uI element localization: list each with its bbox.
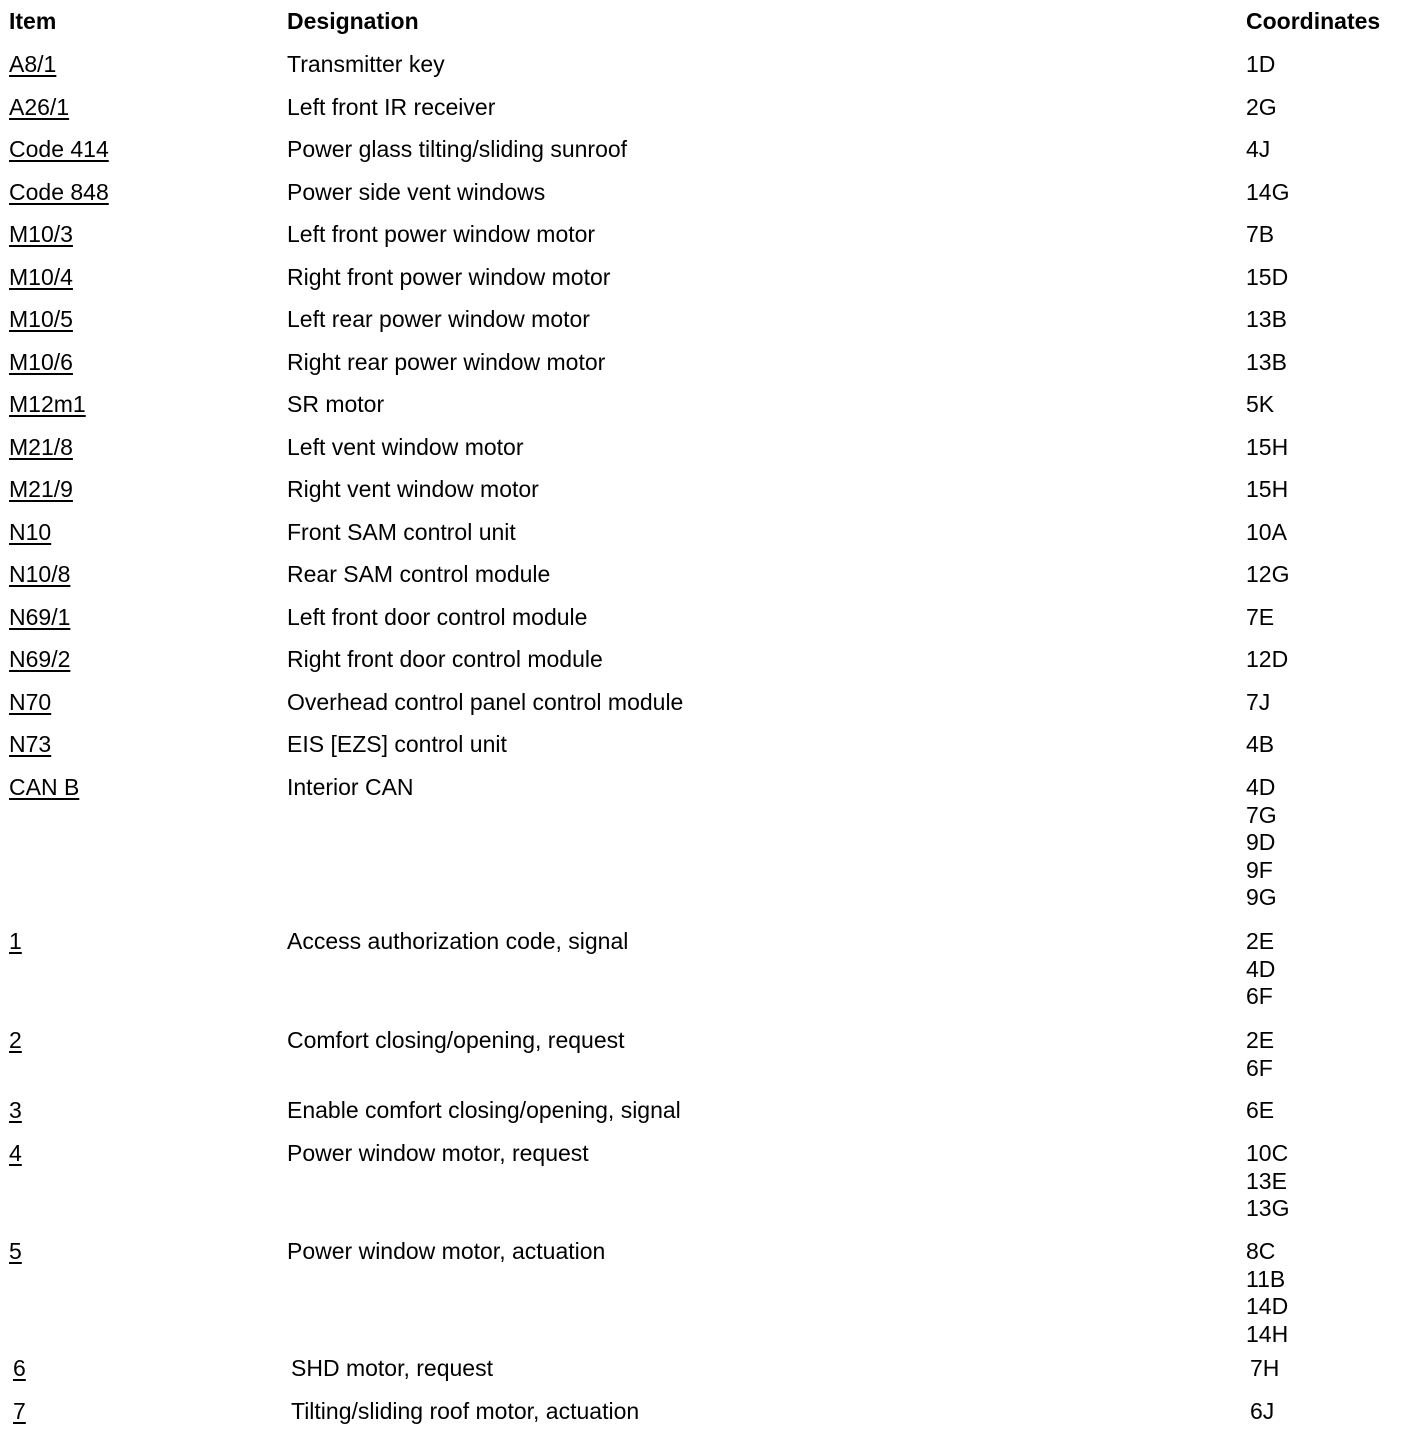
item-link[interactable]: 5 — [9, 1238, 22, 1264]
coordinates-cell — [1246, 434, 1288, 462]
coordinate-value: 4J — [1246, 136, 1271, 162]
coordinate-value: 12G — [1246, 561, 1290, 587]
designation-cell: Right front power window motor — [287, 264, 611, 290]
designation-cell: SHD motor, request — [291, 1355, 493, 1381]
coordinate-value: 14G — [1246, 179, 1290, 205]
designation-cell: Access authorization code, signal — [287, 928, 629, 954]
coordinate-value: 2G — [1246, 94, 1277, 120]
coordinate-value: 9F — [1246, 856, 1273, 883]
coordinate-value: 6F — [1246, 983, 1273, 1009]
coordinate-value: 10C — [1246, 1140, 1289, 1166]
coordinates-cell — [1246, 476, 1288, 504]
coordinates-cell — [1246, 1238, 1288, 1348]
item-link[interactable]: M12m1 — [9, 391, 86, 417]
item-cell — [9, 1140, 22, 1168]
coordinate-value: 6J — [1250, 1398, 1275, 1424]
coordinate-value: 2E — [1246, 928, 1275, 954]
coordinate-value: 15D — [1246, 264, 1289, 290]
coordinates-cell — [1246, 774, 1277, 912]
designation-cell: Power side vent windows — [287, 179, 546, 205]
item-cell — [9, 136, 109, 164]
designation-cell: Comfort closing/opening, request — [287, 1027, 625, 1053]
designation-cell: EIS [EZS] control unit — [287, 731, 507, 757]
designation-cell: Power window motor, request — [287, 1140, 589, 1166]
coordinates-cell — [1246, 349, 1287, 377]
item-cell — [9, 264, 73, 292]
header-designation: Designation — [287, 8, 419, 34]
item-cell — [9, 94, 69, 122]
coordinate-value: 12D — [1246, 646, 1289, 672]
coordinates-cell — [1246, 689, 1270, 717]
coordinates-cell — [1250, 1398, 1274, 1426]
coordinates-cell — [1246, 51, 1275, 79]
coordinates-cell — [1246, 561, 1289, 589]
item-link[interactable]: 4 — [9, 1140, 22, 1166]
item-link[interactable]: 1 — [9, 928, 22, 954]
item-link[interactable]: Code 414 — [9, 136, 109, 162]
coordinate-value: 7H — [1250, 1355, 1280, 1381]
coordinates-cell — [1246, 646, 1288, 674]
item-link[interactable]: M10/3 — [9, 221, 73, 247]
designation-cell: Tilting/sliding roof motor, actuation — [291, 1398, 640, 1424]
item-cell — [9, 731, 51, 759]
coordinates-cell — [1246, 264, 1288, 292]
designation-cell: Right front door control module — [287, 646, 603, 672]
coordinate-value: 7E — [1246, 604, 1275, 630]
coordinate-value: 5K — [1246, 391, 1275, 417]
coordinate-value: 9G — [1246, 884, 1277, 910]
item-link[interactable]: M10/6 — [9, 349, 73, 375]
designation-cell: Transmitter key — [287, 51, 445, 77]
designation-cell: Overhead control panel control module — [287, 689, 684, 715]
coordinate-value: 15H — [1246, 476, 1289, 502]
coordinate-value: 10A — [1246, 519, 1287, 545]
coordinates-cell — [1246, 391, 1274, 419]
item-link[interactable]: A8/1 — [9, 51, 57, 77]
coordinates-cell — [1246, 136, 1270, 164]
coordinate-value: 9D — [1246, 829, 1276, 855]
item-cell — [9, 1097, 22, 1125]
coordinates-cell — [1250, 1355, 1279, 1383]
coordinate-value: 2E — [1246, 1027, 1275, 1053]
item-cell — [9, 604, 70, 632]
item-cell — [9, 476, 73, 504]
item-cell — [9, 519, 51, 547]
item-link[interactable]: N10 — [9, 519, 52, 545]
item-link[interactable]: M10/5 — [9, 306, 73, 332]
coordinates-cell — [1246, 928, 1275, 1011]
item-link[interactable]: Code 848 — [9, 179, 109, 205]
designation-cell: Right rear power window motor — [287, 349, 606, 375]
item-cell — [13, 1355, 26, 1383]
item-cell — [9, 51, 56, 79]
coordinates-cell — [1246, 519, 1287, 547]
designation-cell: Front SAM control unit — [287, 519, 516, 545]
item-cell — [9, 221, 73, 249]
item-cell — [9, 689, 51, 717]
item-link[interactable]: 3 — [9, 1097, 22, 1123]
coordinate-value: 6E — [1246, 1097, 1275, 1123]
coordinate-value: 13B — [1246, 306, 1287, 332]
coordinate-value: 14H — [1246, 1320, 1289, 1347]
designation-cell: Power window motor, actuation — [287, 1238, 606, 1264]
item-cell — [9, 434, 73, 462]
designation-cell: Left front IR receiver — [287, 94, 496, 120]
item-cell — [9, 179, 109, 207]
header-coordinates: Coordinates — [1246, 8, 1381, 34]
item-cell — [9, 928, 22, 956]
coordinates-cell — [1246, 94, 1277, 122]
item-cell — [9, 1238, 22, 1266]
item-link[interactable]: 7 — [13, 1398, 26, 1424]
item-cell — [9, 391, 86, 419]
designation-cell: Interior CAN — [287, 774, 414, 800]
coordinates-cell — [1246, 221, 1274, 249]
coordinate-value: 7B — [1246, 221, 1275, 247]
item-link[interactable]: CAN B — [9, 774, 80, 800]
header-item: Item — [9, 8, 57, 34]
coordinate-value: 14D — [1246, 1293, 1289, 1319]
designation-cell: Left front power window motor — [287, 221, 596, 247]
coordinates-cell — [1246, 1140, 1289, 1223]
coordinate-value: 1D — [1246, 51, 1276, 77]
item-link[interactable]: M21/8 — [9, 434, 73, 460]
coordinate-value: 11B — [1246, 1265, 1286, 1292]
coordinate-value: 13B — [1246, 349, 1287, 375]
item-cell — [9, 1027, 22, 1055]
designation-cell: Right vent window motor — [287, 476, 539, 502]
item-cell — [9, 646, 70, 674]
item-link[interactable]: 2 — [9, 1027, 22, 1053]
item-link[interactable]: N10/8 — [9, 561, 71, 587]
item-link[interactable]: 6 — [13, 1355, 26, 1381]
coordinates-cell — [1246, 731, 1274, 759]
designation-cell: Left front door control module — [287, 604, 588, 630]
coordinates-cell — [1246, 604, 1274, 632]
coordinate-value: 4B — [1246, 731, 1275, 757]
item-link[interactable]: N69/2 — [9, 646, 71, 672]
item-link[interactable]: N69/1 — [9, 604, 71, 630]
item-cell — [9, 306, 73, 334]
item-link[interactable]: N73 — [9, 731, 52, 757]
designation-cell: Enable comfort closing/opening, signal — [287, 1097, 681, 1123]
coordinate-value: 15H — [1246, 434, 1289, 460]
item-cell — [13, 1398, 26, 1426]
item-link[interactable]: N70 — [9, 689, 52, 715]
designation-cell: SR motor — [287, 391, 385, 417]
coordinate-value: 7J — [1246, 689, 1271, 715]
coordinate-value: 7G — [1246, 801, 1277, 828]
designation-cell: Left rear power window motor — [287, 306, 590, 332]
item-cell — [9, 774, 79, 802]
coordinate-value: 6F — [1246, 1054, 1273, 1081]
coordinate-value: 13G — [1246, 1195, 1290, 1221]
designation-cell: Rear SAM control module — [287, 561, 551, 587]
designation-cell: Left vent window motor — [287, 434, 524, 460]
item-cell — [9, 561, 70, 589]
coordinate-value: 4D — [1246, 774, 1276, 800]
item-link[interactable]: A26/1 — [9, 94, 70, 120]
coordinate-value: 13E — [1246, 1167, 1287, 1194]
item-cell — [9, 349, 73, 377]
coordinates-cell — [1246, 179, 1289, 207]
coordinate-value: 8C — [1246, 1238, 1276, 1264]
coordinate-value: 4D — [1246, 955, 1276, 982]
item-link[interactable]: M21/9 — [9, 476, 73, 502]
coordinates-cell — [1246, 306, 1287, 334]
designation-cell: Power glass tilting/sliding sunroof — [287, 136, 628, 162]
coordinates-cell — [1246, 1097, 1274, 1125]
coordinates-cell — [1246, 1027, 1274, 1082]
item-link[interactable]: M10/4 — [9, 264, 73, 290]
